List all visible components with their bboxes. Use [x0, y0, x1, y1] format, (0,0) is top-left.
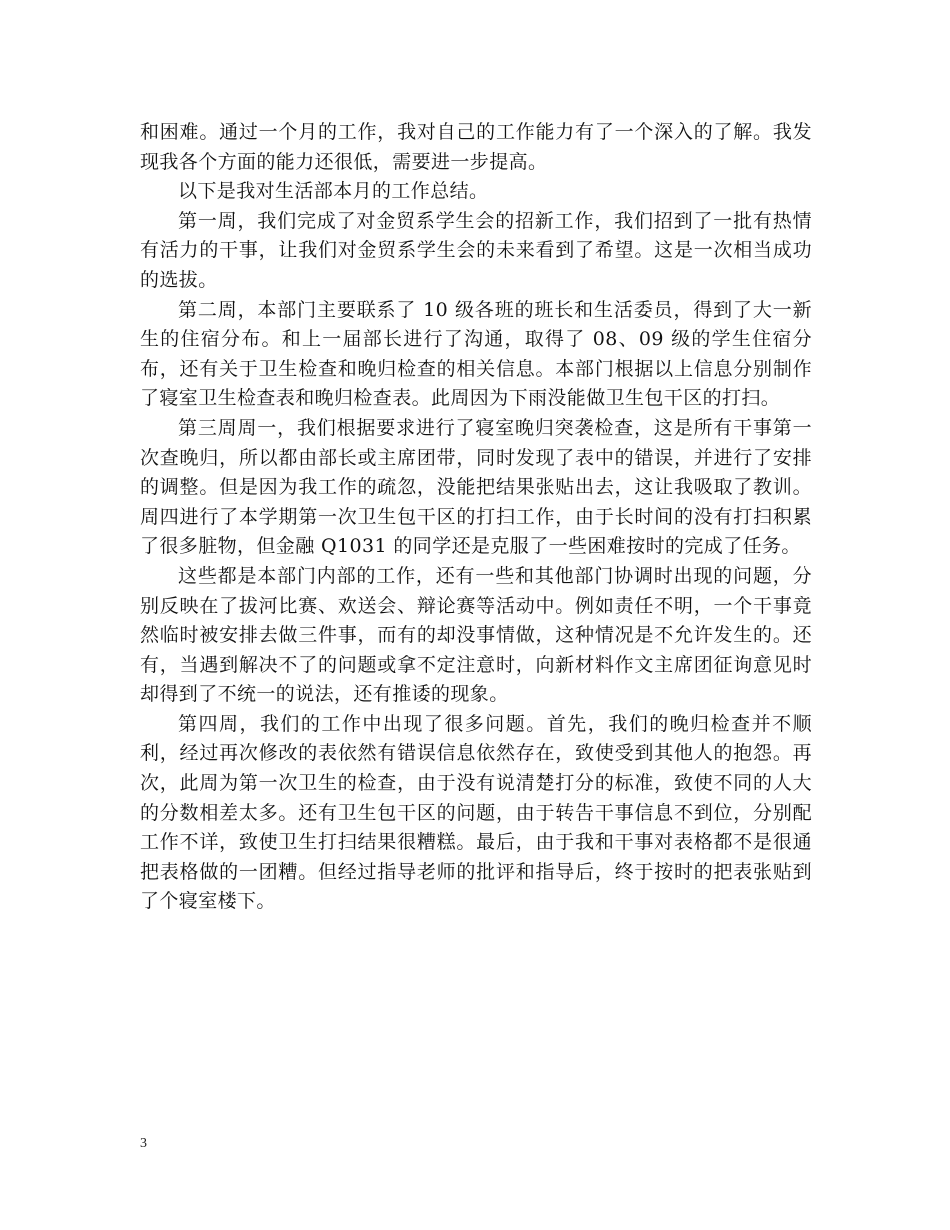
paragraph-summary-lead: 以下是我对生活部本月的工作总结。 [178, 180, 489, 203]
page-number: 3 [140, 1136, 147, 1151]
paragraph-week-three: 第三周周一，我们根据要求进行了寝室晚归突袭检查，这是所有干事第一次查晚归，所以都由部长或主席团带，同时发现了表中的错误，并进行了安排的调整。但是因为我工作的疏忽，没能把结果张贴出去，这让我吸取了教训。周四进行了本学期第一次卫生包干区的打扫工作，由于长时间的没有打扫积累了很多脏物，但金融 Q1031 的同学还是克服了一些困难按时的完成了任务。 [140, 416, 812, 558]
paragraph-week-four: 第四周，我们的工作中出现了很多问题。首先，我们的晚归检查并不顺利，经过再次修改的表依然有错误信息依然存在，致使受到其他人的抱怨。再次，此周为第一次卫生的检查，由于没有说清楚打分的标准，致使不同的人大的分数相差太多。还有卫生包干区的问题，由于转告干事信息不到位，分别配工作不详，致使卫生打扫结果很糟糕。最后，由于我和干事对表格都不是很通把表格做的一团糟。但经过指导老师的批评和指导后，终于按时的把表张贴到了个寝室楼下。 [140, 712, 812, 913]
paragraph-week-two: 第二周，本部门主要联系了 10 级各班的班长和生活委员，得到了大一新生的住宿分布。和上一届部长进行了沟通，取得了 08、09 级的学生住宿分布，还有关于卫生检查和晚归检查的相关信息。本部门根据以上信息分别制作了寝室卫生检查表和晚归检查表。此周因为下雨没能做卫生包干区的打扫。 [140, 298, 812, 410]
paragraph-week-one: 第一周，我们完成了对金贸系学生会的招新工作，我们招到了一批有热情有活力的干事，让我们对金贸系学生会的未来看到了希望。这是一次相当成功的选拔。 [140, 209, 812, 291]
document-body [140, 118, 812, 917]
paragraph-coordination-issues: 这些都是本部门内部的工作，还有一些和其他部门协调时出现的问题，分别反映在了拔河比赛、欢送会、辩论赛等活动中。例如责任不明，一个干事竟然临时被安排去做三件事，而有的却没事情做，这种情况是不允许发生的。还有，当遇到解决不了的问题或拿不定注意时，向新材料作文主席团征询意见时却得到了不统一的说法，还有推诿的现象。 [140, 564, 812, 706]
paragraph-intro-continuation: 和困难。通过一个月的工作，我对自己的工作能力有了一个深入的了解。我发现我各个方面的能力还很低，需要进一步提高。 [140, 121, 812, 173]
